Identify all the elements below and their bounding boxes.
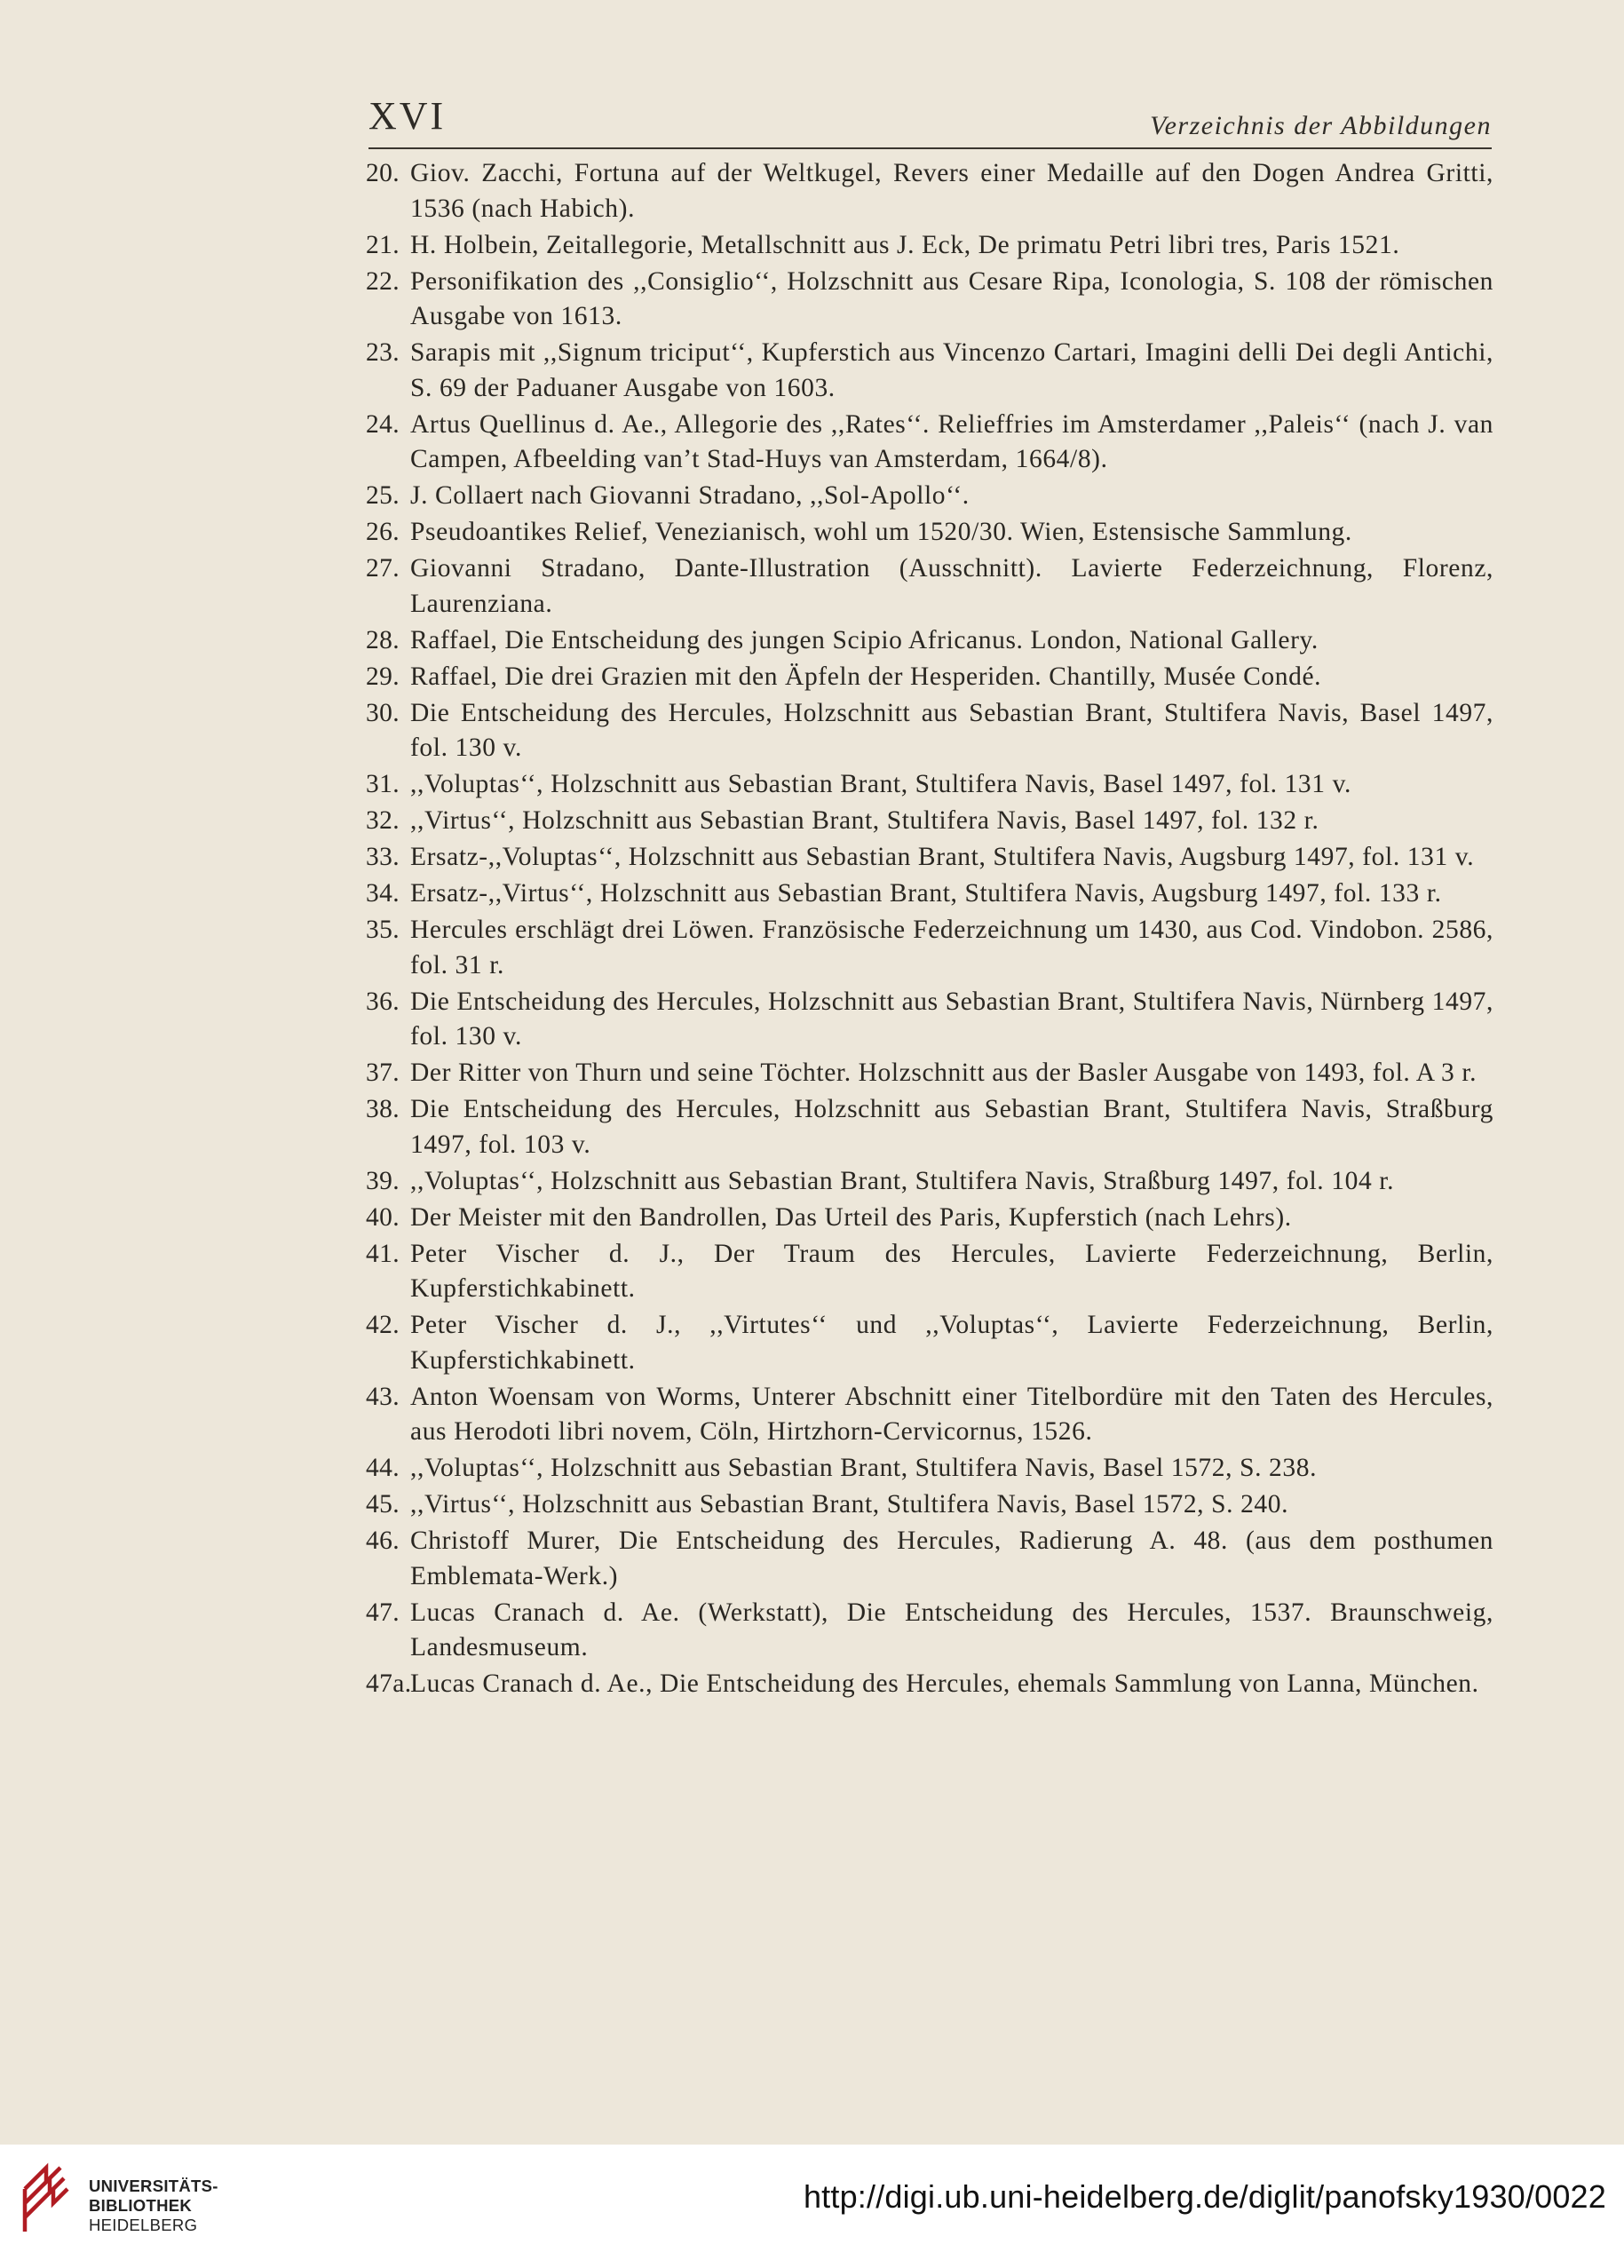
figure-entry <box>366 1092 1493 1162</box>
figure-entry <box>366 336 1493 406</box>
figure-entry <box>366 660 1493 695</box>
figure-entry <box>366 1596 1493 1666</box>
figure-number: 40. <box>366 1202 400 1232</box>
figure-caption: Die Entscheidung des Hercules, Holzschnitt aus Sebastian Brant, Stultifera Navis, Nürnberg 1497, fol. 130 v. <box>410 987 1493 1051</box>
figure-number: 47a. <box>366 1669 412 1698</box>
figure-entry <box>366 1380 1493 1450</box>
figure-entry <box>366 479 1493 514</box>
figure-caption: Anton Woensam von Worms, Unterer Abschnitt einer Titelbordüre mit den Taten des Hercules, aus Herodoti libri novem, Cöln, Hirtzhorn-Cervicornus, 1526. <box>410 1382 1493 1446</box>
figure-number: 36. <box>366 987 400 1016</box>
running-title: Verzeichnis der Abbildungen <box>1150 111 1492 140</box>
figure-caption: Die Entscheidung des Hercules, Holzschnitt aus Sebastian Brant, Stultifera Navis, Basel 1497, fol. 130 v. <box>410 698 1493 762</box>
figure-number: 47. <box>366 1598 400 1627</box>
figure-entry <box>366 1056 1493 1091</box>
figure-caption: Peter Vischer d. J., Der Traum des Hercules, Lavierte Federzeichnung, Berlin, Kupferstichkabinett. <box>410 1239 1493 1303</box>
figure-number: 45. <box>366 1490 400 1519</box>
figure-number: 41. <box>366 1239 400 1268</box>
library-line-3: HEIDELBERG <box>89 2216 198 2234</box>
figure-entry <box>366 623 1493 659</box>
figure-caption: Raffael, Die drei Grazien mit den Äpfeln der Hesperiden. Chantilly, Musée Condé. <box>410 662 1322 691</box>
figure-caption: Ersatz-,,Virtus‘‘, Holzschnitt aus Sebastian Brant, Stultifera Navis, Augsburg 1497, fol. 133 r. <box>410 879 1442 908</box>
figure-number: 46. <box>366 1527 400 1555</box>
figure-caption: Christoff Murer, Die Entscheidung des Hercules, Radierung A. 48. (aus dem posthumen Emblemata-Werk.) <box>410 1527 1493 1590</box>
figure-number: 26. <box>366 518 400 546</box>
figure-caption: ,,Voluptas‘‘, Holzschnitt aus Sebastian Brant, Stultifera Navis, Basel 1497, fol. 131 v. <box>410 770 1352 798</box>
figure-caption: Peter Vischer d. J., ,,Virtutes‘‘ und ,,Voluptas‘‘, Lavierte Federzeichnung, Berlin, Kupferstichkabinett. <box>410 1311 1493 1375</box>
page-header <box>368 93 1492 147</box>
page-number: XVI <box>368 94 447 138</box>
figure-number: 27. <box>366 554 400 583</box>
figure-caption: ,,Voluptas‘‘, Holzschnitt aus Sebastian Brant, Stultifera Navis, Basel 1572, S. 238. <box>410 1454 1318 1482</box>
figure-number: 20. <box>366 159 400 187</box>
figure-entry <box>366 515 1493 551</box>
header-rule <box>368 147 1492 149</box>
figure-caption: Der Ritter von Thurn und seine Töchter. Holzschnitt aus der Basler Ausgabe von 1493, fol. A 3 r. <box>410 1059 1477 1087</box>
figure-number: 23. <box>366 338 400 367</box>
figure-caption: Giovanni Stradano, Dante-Illustration (Ausschnitt). Lavierte Federzeichnung, Florenz, Laurenziana. <box>410 554 1493 618</box>
figure-number: 39. <box>366 1166 400 1195</box>
figure-caption: Raffael, Die Entscheidung des jungen Scipio Africanus. London, National Gallery. <box>410 625 1319 654</box>
figure-number: 21. <box>366 230 400 259</box>
figure-number: 37. <box>366 1059 400 1087</box>
figure-entry <box>366 840 1493 876</box>
figure-entry <box>366 1201 1493 1236</box>
figure-entry <box>366 985 1493 1055</box>
figure-caption: Pseudoantikes Relief, Venezianisch, wohl um 1520/30. Wien, Estensische Sammlung. <box>410 518 1352 546</box>
figure-number: 43. <box>366 1382 400 1411</box>
figure-entry <box>366 1667 1493 1702</box>
figure-number: 38. <box>366 1095 400 1123</box>
figure-entry <box>366 767 1493 803</box>
figure-number: 29. <box>366 662 400 691</box>
figure-entry <box>366 228 1493 264</box>
figure-entry <box>366 551 1493 622</box>
figure-entry <box>366 1308 1493 1378</box>
figure-list <box>366 156 1493 1703</box>
figure-entry <box>366 1487 1493 1523</box>
figure-caption: Artus Quellinus d. Ae., Allegorie des ,,Rates‘‘. Relieffries im Amsterdamer ,,Paleis‘‘ (nach J. van Campen, Afbeelding van’t Stad-Huys van Amsterdam, 1664/8). <box>410 409 1493 473</box>
figure-caption: Ersatz-,,Voluptas‘‘, Holzschnitt aus Sebastian Brant, Stultifera Navis, Augsburg 1497, fol. 131 v. <box>410 843 1475 871</box>
figure-number: 32. <box>366 806 400 835</box>
figure-number: 30. <box>366 698 400 727</box>
figure-caption: ,,Virtus‘‘, Holzschnitt aus Sebastian Brant, Stultifera Navis, Basel 1572, S. 240. <box>410 1490 1289 1519</box>
figure-caption: Personifikation des ,,Consiglio‘‘, Holzschnitt aus Cesare Ripa, Iconologia, S. 108 der römischen Ausgabe von 1613. <box>410 266 1493 330</box>
figure-entry <box>366 1164 1493 1200</box>
figure-number: 42. <box>366 1311 400 1339</box>
ub-heidelberg-logo-icon <box>18 2162 71 2233</box>
figure-caption: Giov. Zacchi, Fortuna auf der Weltkugel, Revers einer Medaille auf den Dogen Andrea Gritti, 1536 (nach Habich). <box>410 159 1493 223</box>
figure-number: 24. <box>366 409 400 439</box>
figure-entry <box>366 1451 1493 1487</box>
library-line-1: UNIVERSITÄTS- <box>89 2177 218 2195</box>
figure-entry <box>366 408 1493 478</box>
figure-entry <box>366 696 1493 766</box>
figure-entry <box>366 156 1493 226</box>
figure-entry <box>366 265 1493 335</box>
figure-number: 28. <box>366 625 400 654</box>
figure-caption: J. Collaert nach Giovanni Stradano, ,,Sol-Apollo‘‘. <box>410 481 970 510</box>
figure-entry <box>366 1524 1493 1594</box>
figure-caption: Hercules erschlägt drei Löwen. Französische Federzeichnung um 1430, aus Cod. Vindobon. 2586, fol. 31 r. <box>410 916 1493 979</box>
figure-number: 25. <box>366 481 400 510</box>
figure-entry <box>366 1237 1493 1307</box>
figure-entry <box>366 876 1493 912</box>
figure-number: 35. <box>366 916 400 944</box>
figure-number: 34. <box>366 879 400 908</box>
figure-number: 33. <box>366 843 400 871</box>
figure-caption: Sarapis mit ,,Signum triciput‘‘, Kupferstich aus Vincenzo Cartari, Imagini delli Dei degli Antichi, S. 69 der Paduaner Ausgabe von 1603. <box>410 338 1493 402</box>
figure-number: 44. <box>366 1454 400 1482</box>
figure-caption: Lucas Cranach d. Ae., Die Entscheidung des Hercules, ehemals Sammlung von Lanna, München. <box>410 1669 1479 1698</box>
source-url-link[interactable]: http://digi.ub.uni-heidelberg.de/diglit/panofsky1930/0022 <box>803 2178 1606 2215</box>
figure-caption: Lucas Cranach d. Ae. (Werkstatt), Die Entscheidung des Hercules, 1537. Braunschweig, Landesmuseum. <box>410 1598 1493 1661</box>
figure-caption: Die Entscheidung des Hercules, Holzschnitt aus Sebastian Brant, Stultifera Navis, Straßburg 1497, fol. 103 v. <box>410 1095 1493 1159</box>
figure-entry <box>366 804 1493 839</box>
figure-caption: ,,Virtus‘‘, Holzschnitt aus Sebastian Brant, Stultifera Navis, Basel 1497, fol. 132 r. <box>410 806 1319 835</box>
library-name <box>89 2177 218 2235</box>
figure-caption: H. Holbein, Zeitallegorie, Metallschnitt aus J. Eck, De primatu Petri libri tres, Paris 1521. <box>410 230 1400 259</box>
figure-number: 31. <box>366 770 400 798</box>
figure-caption: Der Meister mit den Bandrollen, Das Urteil des Paris, Kupferstich (nach Lehrs). <box>410 1202 1292 1232</box>
footer-bar <box>0 2145 1624 2268</box>
figure-entry <box>366 913 1493 983</box>
figure-caption: ,,Voluptas‘‘, Holzschnitt aus Sebastian Brant, Stultifera Navis, Straßburg 1497, fol. 104 r. <box>410 1166 1395 1195</box>
library-line-2: BIBLIOTHEK <box>89 2196 193 2215</box>
figure-number: 22. <box>366 266 400 296</box>
